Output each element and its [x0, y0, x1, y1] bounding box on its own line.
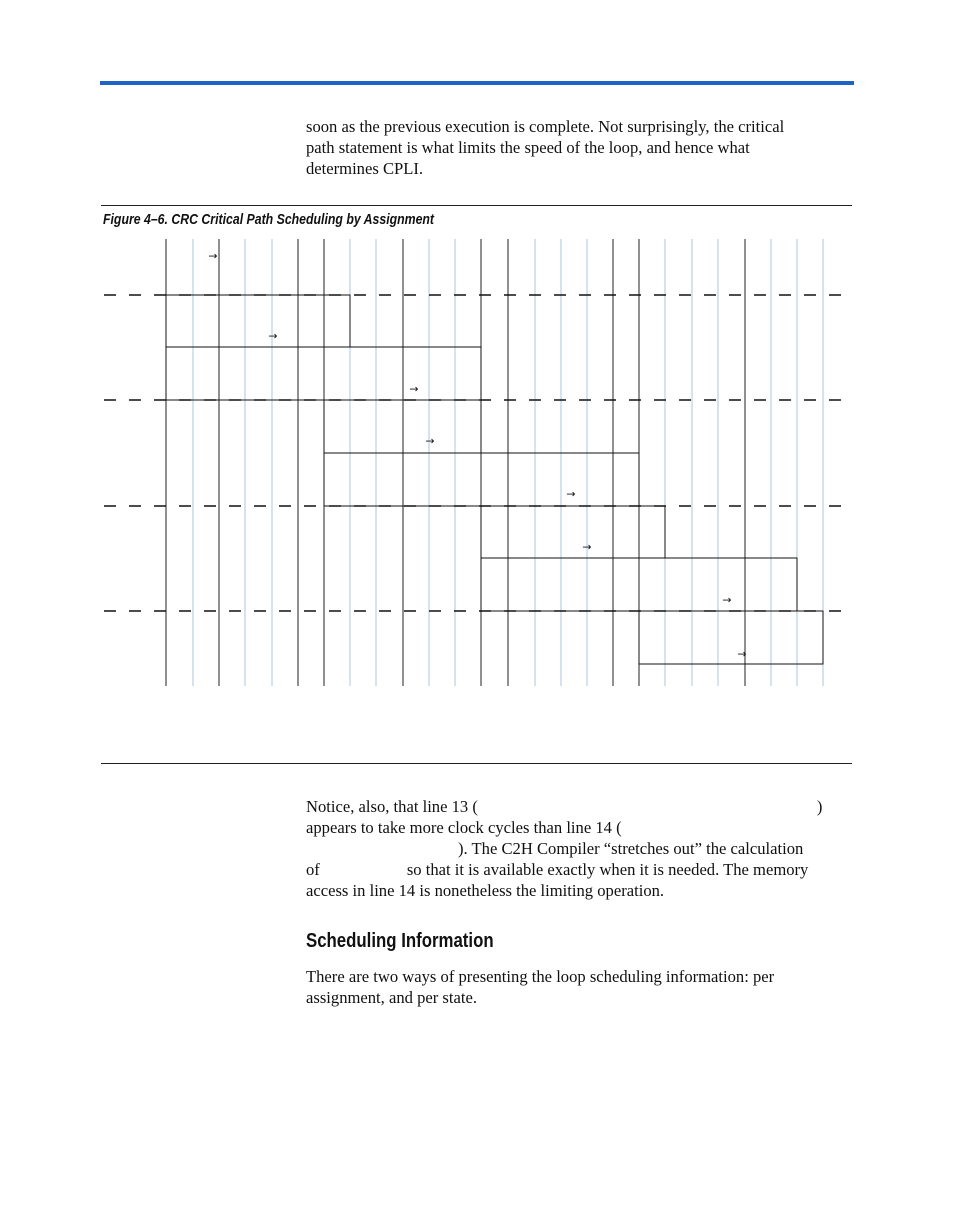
intro-line: path statement is what limits the speed of the loop, and hence what: [306, 138, 750, 157]
notice-line: [306, 859, 854, 880]
dependency-arrow-icon: →: [409, 382, 419, 396]
section-heading: Scheduling Information: [306, 930, 494, 952]
schedule-bar: [639, 611, 823, 664]
notice-line: [306, 796, 854, 817]
figure-top-rule: [101, 205, 852, 206]
schedule-bar: [324, 400, 481, 453]
notice-text: so that it is available exactly when it is needed. The memory: [406, 860, 809, 879]
dependency-arrow-icon: →: [582, 540, 592, 554]
schedule-bar: [166, 295, 350, 347]
intro-line: determines CPLI.: [306, 159, 424, 178]
notice-line: [306, 838, 854, 859]
dependency-arrow-icon: →: [566, 487, 576, 501]
notice-text: Notice, also, that line 13 (: [306, 797, 478, 816]
schedule-bar: [481, 558, 797, 611]
intro-line: soon as the previous execution is complete. Not surprisingly, the critical: [306, 117, 785, 136]
dependency-arrow-icon: →: [208, 249, 218, 263]
schedule-bar: [481, 506, 665, 558]
figure-caption: Figure 4–6. CRC Critical Path Scheduling by Assignment: [103, 211, 435, 228]
section-line: There are two ways of presenting the loop scheduling information: per: [306, 967, 775, 986]
header-accent-bar: [100, 81, 854, 85]
notice-paragraph: [306, 796, 854, 901]
dependency-arrow-icon: →: [425, 434, 435, 448]
dependency-arrow-icon: →: [722, 593, 732, 607]
intro-paragraph: [306, 116, 854, 179]
schedule-bar: [324, 453, 639, 506]
notice-text: of: [306, 860, 320, 879]
figure-bottom-rule: [101, 763, 852, 764]
schedule-bar: [166, 347, 481, 400]
dependency-arrow-icon: →: [268, 329, 278, 343]
notice-text: ): [816, 797, 823, 816]
notice-line: access in line 14 is nonetheless the limiting operation.: [306, 881, 665, 900]
section-paragraph: [306, 966, 854, 1008]
section-line: assignment, and per state.: [306, 988, 477, 1007]
notice-text: ). The C2H Compiler “stretches out” the calculation: [458, 839, 804, 858]
notice-line: appears to take more clock cycles than line 14 (: [306, 818, 622, 837]
dependency-arrow-icon: →: [737, 647, 747, 661]
